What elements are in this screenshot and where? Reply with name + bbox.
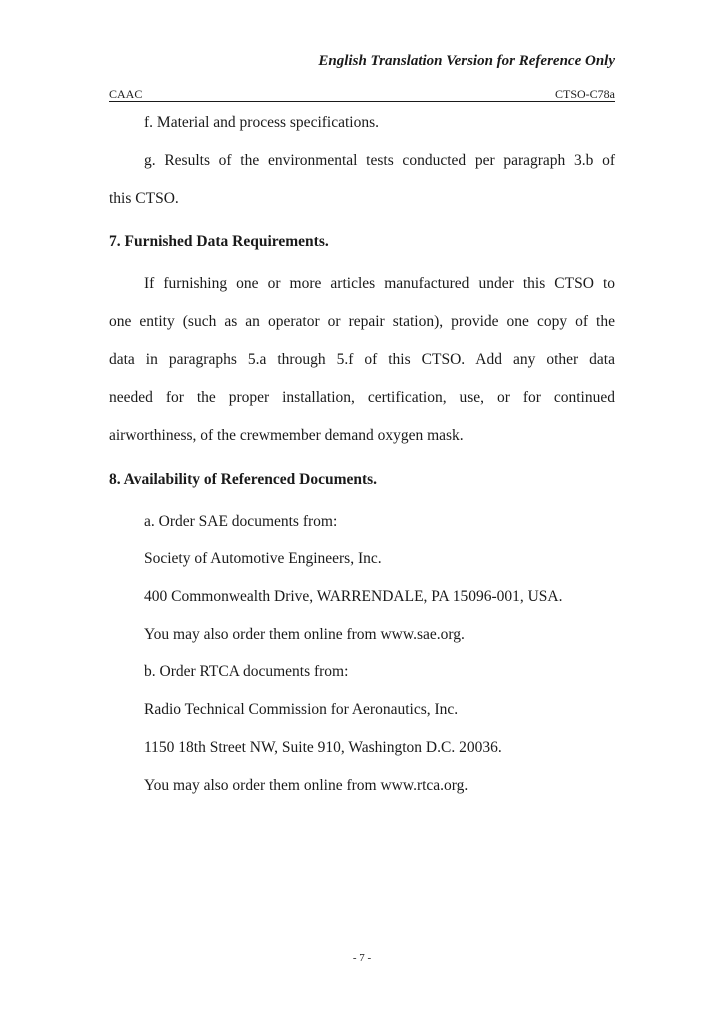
page-number: - 7 -	[352, 952, 372, 964]
rtca-name: Radio Technical Commission for Aeronautics, Inc.	[144, 701, 459, 718]
section-8-heading: 8. Availability of Referenced Documents.	[109, 471, 378, 488]
item-g-line-2: this CTSO.	[109, 190, 179, 207]
item-b: b. Order RTCA documents from:	[144, 663, 349, 680]
sae-name: Society of Automotive Engineers, Inc.	[144, 550, 382, 567]
section-7-para-line-2: one entity (such as an operator or repair station), provide one copy of the	[109, 313, 615, 330]
header-document-id: CTSO-C78a	[555, 87, 615, 101]
section-7-para-line-1: If furnishing one or more articles manufactured under this CTSO to	[144, 275, 615, 292]
section-7-para-line-4: needed for the proper installation, certification, use, or for continued	[109, 389, 615, 406]
section-7-para-line-3: data in paragraphs 5.a through 5.f of this CTSO. Add any other data	[109, 351, 615, 368]
header-organization: CAAC	[109, 87, 143, 101]
running-header	[109, 87, 615, 102]
rtca-online: You may also order them online from www.rtca.org.	[144, 777, 469, 794]
sae-online: You may also order them online from www.sae.org.	[144, 626, 465, 643]
item-g-line-1: g. Results of the environmental tests conducted per paragraph 3.b of	[144, 152, 615, 169]
section-7-para-line-5: airworthiness, of the crewmember demand oxygen mask.	[109, 427, 464, 444]
item-f: f. Material and process specifications.	[144, 114, 379, 131]
item-a: a. Order SAE documents from:	[144, 513, 338, 530]
translation-banner: English Translation Version for Reference Only	[318, 53, 615, 69]
rtca-address: 1150 18th Street NW, Suite 910, Washington D.C. 20036.	[144, 739, 502, 756]
sae-address: 400 Commonwealth Drive, WARRENDALE, PA 15096-001, USA.	[144, 588, 563, 605]
section-7-heading: 7. Furnished Data Requirements.	[109, 233, 329, 250]
